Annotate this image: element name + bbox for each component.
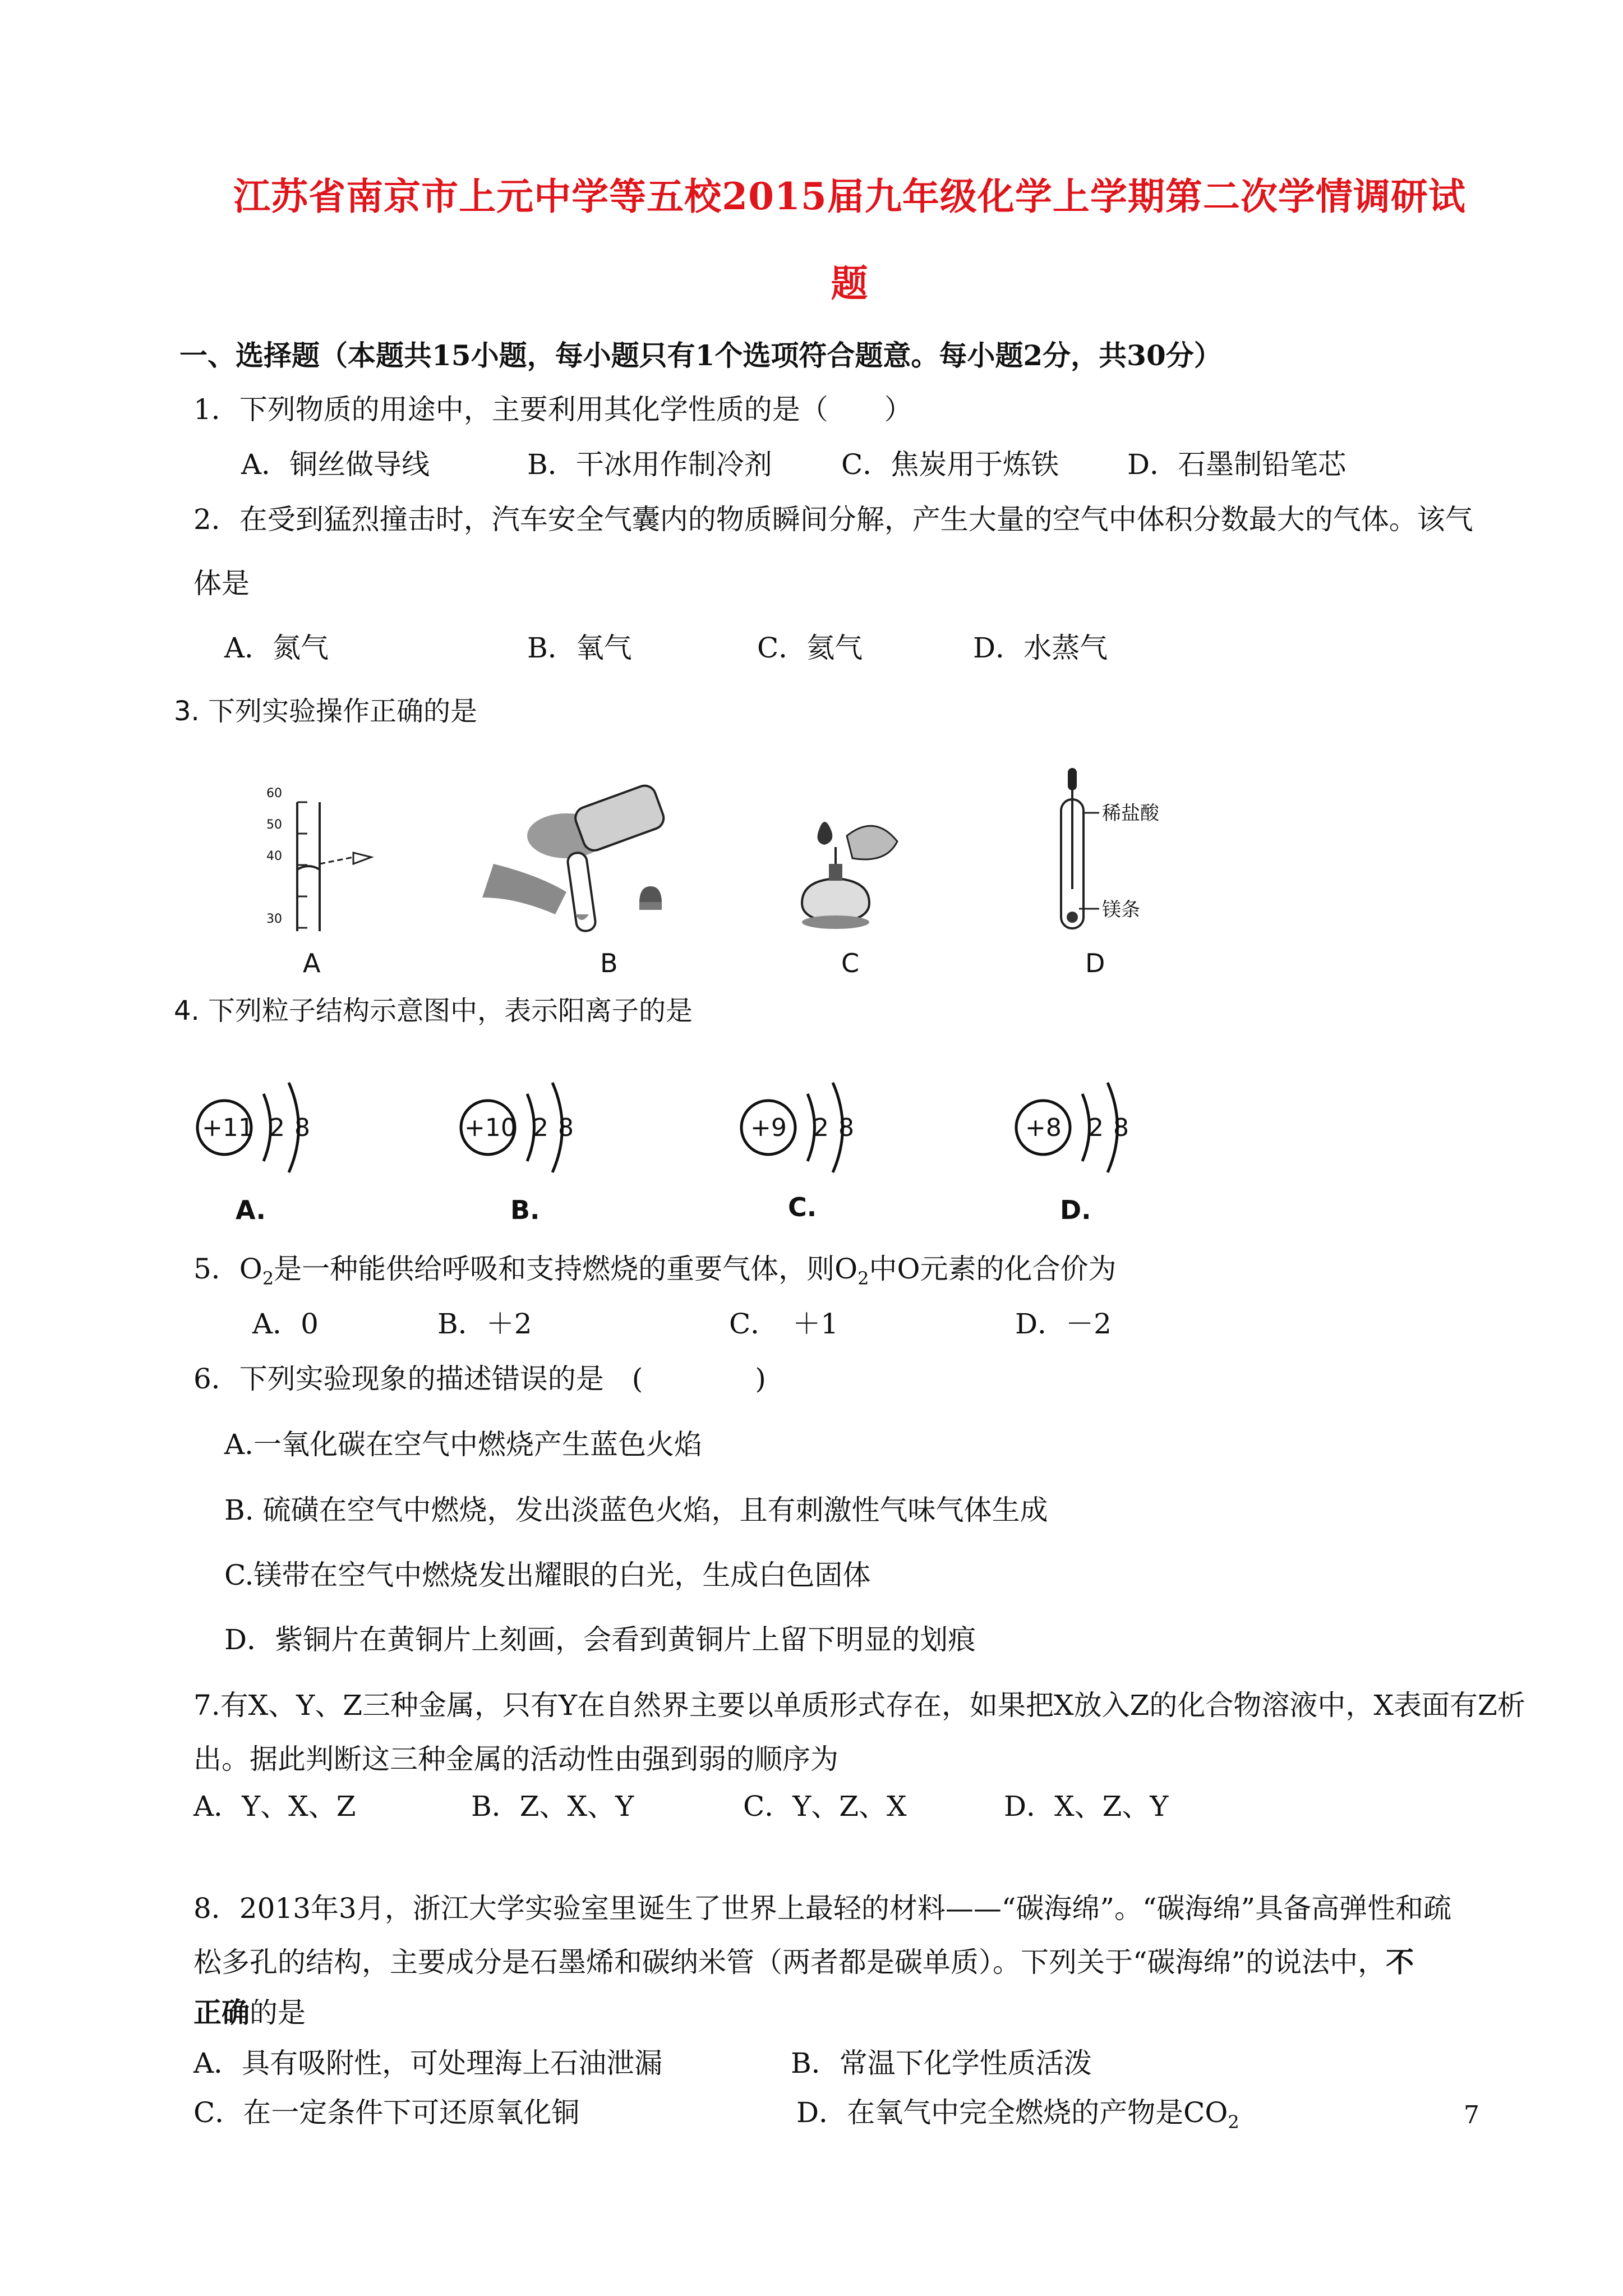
q1-option-b: B．干冰用作制冷剂 [527,448,772,481]
q5-option-d: D．－2 [1015,1308,1112,1340]
atom-a-label: A. [236,1195,266,1225]
atom-d-nucleus: +8 [1025,1114,1062,1142]
q3-stem: 3. 下列实验操作正确的是 [174,696,478,727]
q3-label-d: D [1085,948,1105,978]
q3-label-a: A [303,948,321,978]
q2-option-b: B．氧气 [527,632,632,664]
atom-d-shell-2: 8 [1113,1114,1129,1142]
q2-option-d: D．水蒸气 [973,632,1108,664]
q8-stem-line1: 8．2013年3月，浙江大学实验室里诞生了世界上最轻的材料——“碳海绵”。“碳海绵”具备高弹性和疏 [193,1892,1452,1925]
q7-stem-line2: 出。据此判断这三种金属的活动性由强到弱的顺序为 [193,1743,838,1775]
atom-a-shell-1: 2 [269,1114,285,1142]
section-heading: 一、选择题（本题共15小题，每小题只有1个选项符合题意。每小题2分，共30分） [179,339,1222,372]
q5-option-a: A．0 [252,1308,319,1340]
q2-stem-line1: 2．在受到猛烈撞击时，汽车安全气囊内的物质瞬间分解，产生大量的空气中体积分数最大的气体。该气 [193,503,1473,536]
q7-option-b: B．Z、X、Y [471,1790,634,1823]
q6-option-c: C.镁带在空气中燃烧发出耀眼的白光，生成白色固体 [224,1559,871,1591]
q8-option-a: A．具有吸附性，可处理海上石油泄漏 [193,2047,663,2079]
q3-label-c: C [841,948,860,978]
atom-b-shell-2: 8 [558,1114,574,1142]
q5-option-c: C． ＋1 [729,1308,839,1340]
atom-b-label: B. [510,1195,540,1225]
q1-option-a: A．铜丝做导线 [241,448,430,481]
cylinder-tick-50: 50 [266,818,282,832]
q2-option-a: A．氮气 [224,632,329,664]
q4-stem: 4. 下列粒子结构示意图中，表示阳离子的是 [174,995,693,1027]
q2-stem-line2: 体是 [193,567,250,600]
atom-c-label: C. [788,1192,817,1222]
q7-option-d: D．X、Z、Y [1004,1790,1169,1823]
tube-label-hydrochloric-acid: 稀盐酸 [1102,802,1159,825]
q7-stem-line1: 7.有X、Y、Z三种金属，只有Y在自然界主要以单质形式存在，如果把X放入Z的化合物溶液中，X表面有Z析 [193,1689,1525,1722]
q7-option-a: A．Y、X、Z [193,1790,356,1823]
atom-b-nucleus: +10 [464,1114,517,1142]
atom-d-shell-1: 2 [1088,1114,1104,1142]
q8-stem-line3: 正确的是 [193,1996,306,2029]
atom-b-shell-1: 2 [533,1114,548,1142]
q5-stem: 5．$O_2$是一种能供给呼吸和支持燃烧的重要气体，则$O_2$中O元素的化合价为 [193,1253,1117,1289]
atom-c-shell-2: 8 [838,1114,854,1142]
cylinder-tick-30: 30 [266,912,282,926]
q6-option-b: B. 硫磺在空气中燃烧，发出淡蓝色火焰，且有刺激性气味气体生成 [224,1494,1048,1526]
q3-label-b: B [600,948,618,978]
q8-option-d: D．在氧气中完全燃烧的产物是$CO_2$ [796,2096,1239,2133]
q8-stem-line2: 松多孔的结构，主要成分是石墨烯和碳纳米管（两者都是碳单质）。下列关于“碳海绵”的说法中，不 [193,1945,1414,1978]
atom-c-shell-1: 2 [813,1114,829,1142]
atom-a-nucleus: +11 [202,1114,254,1142]
pouring-liquid-figure [471,774,695,954]
q1-option-d: D．石墨制铅笔芯 [1127,448,1347,481]
page-number: 7 [1464,2101,1479,2129]
cylinder-tick-40: 40 [266,849,282,863]
q8-option-c: C．在一定条件下可还原氧化铜 [193,2096,580,2129]
q1-stem: 1．下列物质的用途中，主要利用其化学性质的是（ ） [193,393,912,426]
document-title-line2: 题 [831,261,869,305]
q1-option-c: C．焦炭用于炼铁 [841,448,1059,481]
q6-option-d: D．紫铜片在黄铜片上刻画，会看到黄铜片上留下明显的划痕 [224,1623,976,1656]
q7-option-c: C．Y、Z、X [743,1790,907,1823]
q6-option-a: A.一氧化碳在空气中燃烧产生蓝色火焰 [224,1428,703,1461]
alcohol-lamp-figure [780,808,925,937]
q8-option-b: B．常温下化学性质活泼 [791,2047,1092,2079]
q5-option-b: B．＋2 [437,1308,532,1340]
atom-c-nucleus: +9 [750,1114,787,1142]
tube-label-magnesium: 镁条 [1102,899,1140,921]
q2-option-c: C．氦气 [757,632,863,664]
atom-d-label: D. [1060,1195,1091,1225]
atom-a-shell-2: 8 [294,1114,310,1142]
q6-stem: 6．下列实验现象的描述错误的是 ( ) [193,1363,766,1395]
document-title-line1: 江苏省南京市上元中学等五校2015届九年级化学上学期第二次学情调研试 [233,174,1466,218]
cylinder-tick-60: 60 [266,786,282,800]
